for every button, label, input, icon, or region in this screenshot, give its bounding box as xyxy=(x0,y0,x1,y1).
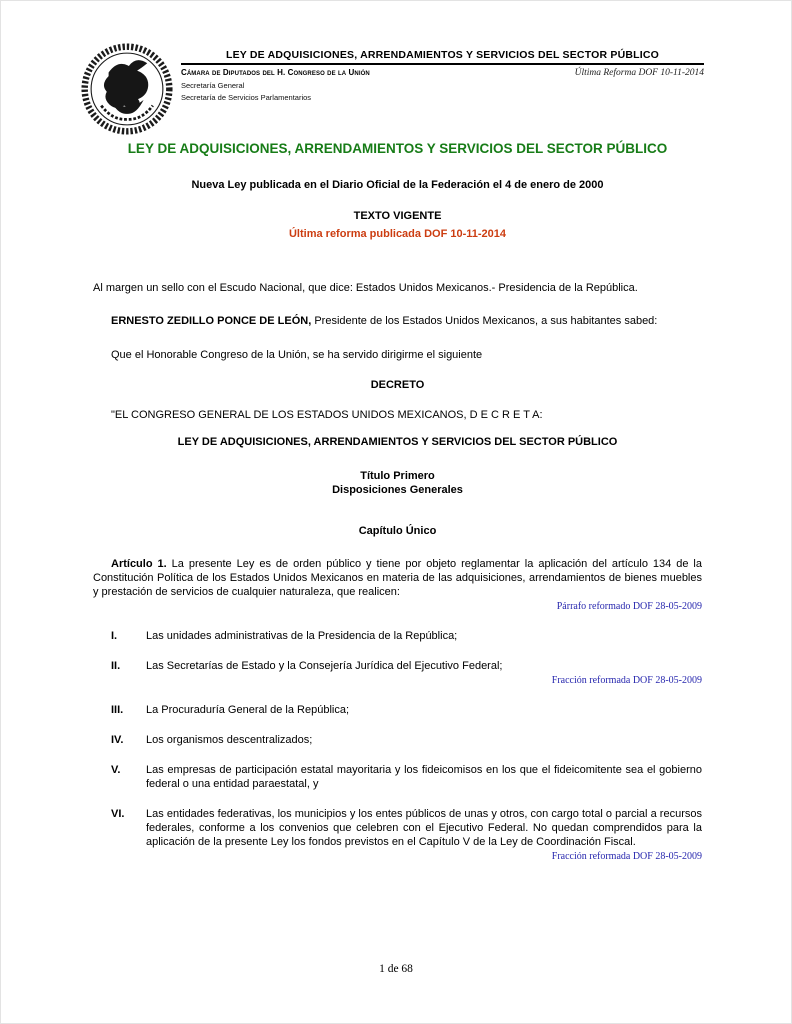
paragraph-al-margen: Al margen un sello con el Escudo Nacional, que dice: Estados Unidos Mexicanos.- Presidencia de la República. xyxy=(93,282,638,294)
list-item-III-number: III. xyxy=(111,704,124,716)
list-item-IV xyxy=(111,733,702,747)
list-item-III xyxy=(111,703,702,717)
list-item-VI xyxy=(111,807,702,849)
capitulo-unico: Capítulo Único xyxy=(358,525,437,537)
document-body xyxy=(93,141,702,863)
list-item-I-number: I. xyxy=(111,630,118,642)
decreto-heading: DECRETO xyxy=(370,379,425,391)
president-rest: Presidente de los Estados Unidos Mexicanos, a sus habitantes sabed: xyxy=(311,315,658,327)
header-org: Cámara de Diputados del H. Congreso de la Unión xyxy=(181,68,370,77)
list-item-IV-text: Los organismos descentralizados; xyxy=(146,734,313,746)
last-reform-note: Última reforma publicada DOF 10-11-2014 xyxy=(288,228,507,240)
disposiciones-generales-line: Disposiciones Generales xyxy=(332,484,463,496)
law-main-title: LEY DE ADQUISICIONES, ARRENDAMIENTOS Y SERVICIOS DEL SECTOR PÚBLICO xyxy=(127,141,668,156)
list-item-I xyxy=(111,629,702,643)
list-item-IV-number: IV. xyxy=(111,734,124,746)
list-item-II xyxy=(111,659,702,673)
header-last-reform: Última Reforma DOF 10-11-2014 xyxy=(574,68,704,78)
paragraph-president xyxy=(93,314,702,328)
publication-note: Nueva Ley publicada en el Diario Oficial de la Federación el 4 de enero de 2000 xyxy=(191,179,604,191)
list-item-VI-text: Las entidades federativas, los municipios y los entes públicos de unas y otros, con cargo total o parcial a recursos federales, conforme a los convenios que celebren con el Ejecutivo Federal. No quedan comprendidos para la aplicación de la presente Ley los fondos previstos en el Capítulo V de la Ley de Coordinación Fiscal. xyxy=(146,808,702,848)
header-secretaria-servicios: Secretaría de Servicios Parlamentarios xyxy=(181,93,312,102)
titulo-primero-line: Título Primero xyxy=(360,470,435,482)
articulo-1-paragraph xyxy=(93,557,702,599)
mexican-coat-of-arms-icon xyxy=(79,43,175,135)
list-item-II-number: II. xyxy=(111,660,121,672)
list-item-V-number: V. xyxy=(111,764,121,776)
list-item-V xyxy=(111,763,702,791)
header-secretaria-general: Secretaría General xyxy=(181,81,245,90)
header-org-row xyxy=(181,68,704,78)
articulo-1-text: La presente Ley es de orden público y tiene por objeto reglamentar la aplicación del artículo 134 de la Constitución Política de los Estados Unidos Mexicanos en materia de las adquisiciones, arrendamientos de bienes muebles y prestación de servicios de cualquier naturaleza, que realicen: xyxy=(93,558,702,598)
header-text-block xyxy=(181,43,704,135)
titulo-primero xyxy=(93,469,702,497)
list-item-V-text: Las empresas de participación estatal mayoritaria y los fideicomisos en los que el fideicomitente sea el gobierno federal o una entidad paraestatal, y xyxy=(146,764,702,790)
page-header xyxy=(79,43,704,135)
articulo-1-label: Artículo 1. xyxy=(111,558,167,570)
page-number: 1 de 68 xyxy=(379,963,413,975)
texto-vigente-label: TEXTO VIGENTE xyxy=(353,210,442,222)
reform-note-articulo-1: Párrafo reformado DOF 28-05-2009 xyxy=(556,601,702,612)
president-name: ERNESTO ZEDILLO PONCE DE LEÓN, xyxy=(111,315,312,327)
list-item-III-text: La Procuraduría General de la República; xyxy=(146,704,350,716)
list-item-VI-number: VI. xyxy=(111,808,125,820)
list-item-II-text: Las Secretarías de Estado y la Consejería Jurídica del Ejecutivo Federal; xyxy=(146,660,503,672)
paragraph-congress: Que el Honorable Congreso de la Unión, se ha servido dirigirme el siguiente xyxy=(111,349,483,361)
list-item-I-text: Las unidades administrativas de la Presidencia de la República; xyxy=(146,630,458,642)
decreto-quote: "EL CONGRESO GENERAL DE LOS ESTADOS UNIDOS MEXICANOS, D E C R E T A: xyxy=(111,409,543,421)
reform-note-fraccion-II: Fracción reformada DOF 28-05-2009 xyxy=(551,675,702,686)
law-title-body: LEY DE ADQUISICIONES, ARRENDAMIENTOS Y SERVICIOS DEL SECTOR PÚBLICO xyxy=(177,436,618,448)
header-doc-title: LEY DE ADQUISICIONES, ARRENDAMIENTOS Y SERVICIOS DEL SECTOR PÚBLICO xyxy=(181,49,704,65)
reform-note-fraccion-VI: Fracción reformada DOF 28-05-2009 xyxy=(551,851,702,862)
